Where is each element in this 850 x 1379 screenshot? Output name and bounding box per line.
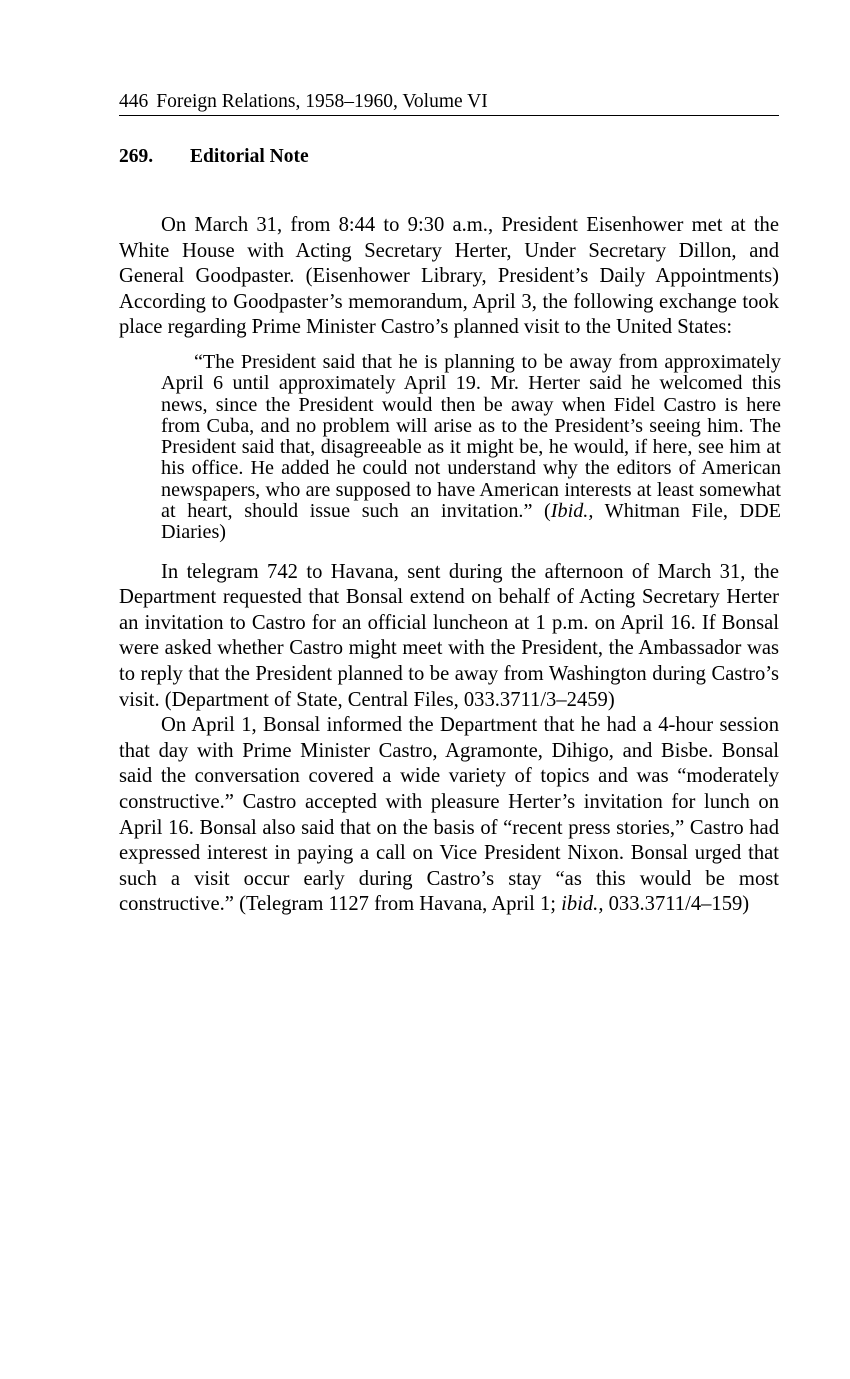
page-number: 446 bbox=[119, 91, 149, 112]
paragraph-4 bbox=[119, 713, 779, 918]
paragraph-1: On March 31, from 8:44 to 9:30 a.m., President Eisenhower met at the White House with Acting Secretary Herter, Under Secretary Dillon, and General Goodpaster. (Eisenhower Library, President’s Daily Appointments) According to Goodpaster’s memorandum, April 3, the following exchange took place regarding Prime Minister Castro’s planned visit to the United States: bbox=[119, 214, 779, 339]
running-head bbox=[119, 88, 779, 116]
quote-text: “The President said that he is planning to be away from approximately April 6 until approximately April 19. Mr. Herter said he welcomed this news, since the President would then be away when Fidel Castro is here from Cuba, and no problem will arise as to the President’s seeing him. The President said that, disagreeable as it might be, he would, if here, see him at his office. He added he could not understand why the editors of American newspapers, who are supposed to have American interests at least somewhat at heart, should issue such an invitation.” ( bbox=[161, 350, 782, 523]
paragraph-3: In telegram 742 to Havana, sent during the afternoon of March 31, the Department requested that Bonsal extend on behalf of Acting Secretary Herter an invitation to Castro for an official luncheon at 1 p.m. on April 16. If Bonsal were asked whether Castro might meet with the President, the Ambassador was to reply that the President planned to be away from Washington during Castro’s visit. (Department of State, Central Files, 033.3711/3–2459) bbox=[119, 560, 779, 711]
document-title: Editorial Note bbox=[190, 146, 309, 167]
paragraph-4-text: On April 1, Bonsal informed the Department that he had a 4-hour session that day with Prime Minister Castro, Agramonte, Dihigo, and Bisbe. Bonsal said the conversation covered a wide variety of topics and was “moderately constructive.” Castro accepted with pleasure Herter’s invitation for lunch on April 16. Bonsal also said that on the basis of “recent press stories,” Castro had expressed interest in paying a call on Vice President Nixon. Bonsal urged that such a visit occur early during Castro’s stay “as this would be most constructive.” (Telegram 1127 from Havana, April 1; bbox=[119, 714, 779, 916]
volume-title: Foreign Relations, 1958–1960, Volume VI bbox=[156, 91, 488, 112]
block-quote bbox=[161, 352, 781, 544]
page bbox=[119, 88, 782, 918]
document-number: 269. bbox=[119, 146, 154, 167]
paragraph-4-tail: 033.3711/4–159) bbox=[603, 893, 750, 916]
document-body bbox=[119, 213, 782, 918]
paragraph-4-ibid: ibid., bbox=[561, 893, 604, 916]
quote-citation-tail: Whitman File, DDE Diaries) bbox=[161, 500, 782, 544]
document-heading bbox=[119, 143, 779, 171]
quote-citation-ibid: Ibid., bbox=[550, 500, 594, 523]
